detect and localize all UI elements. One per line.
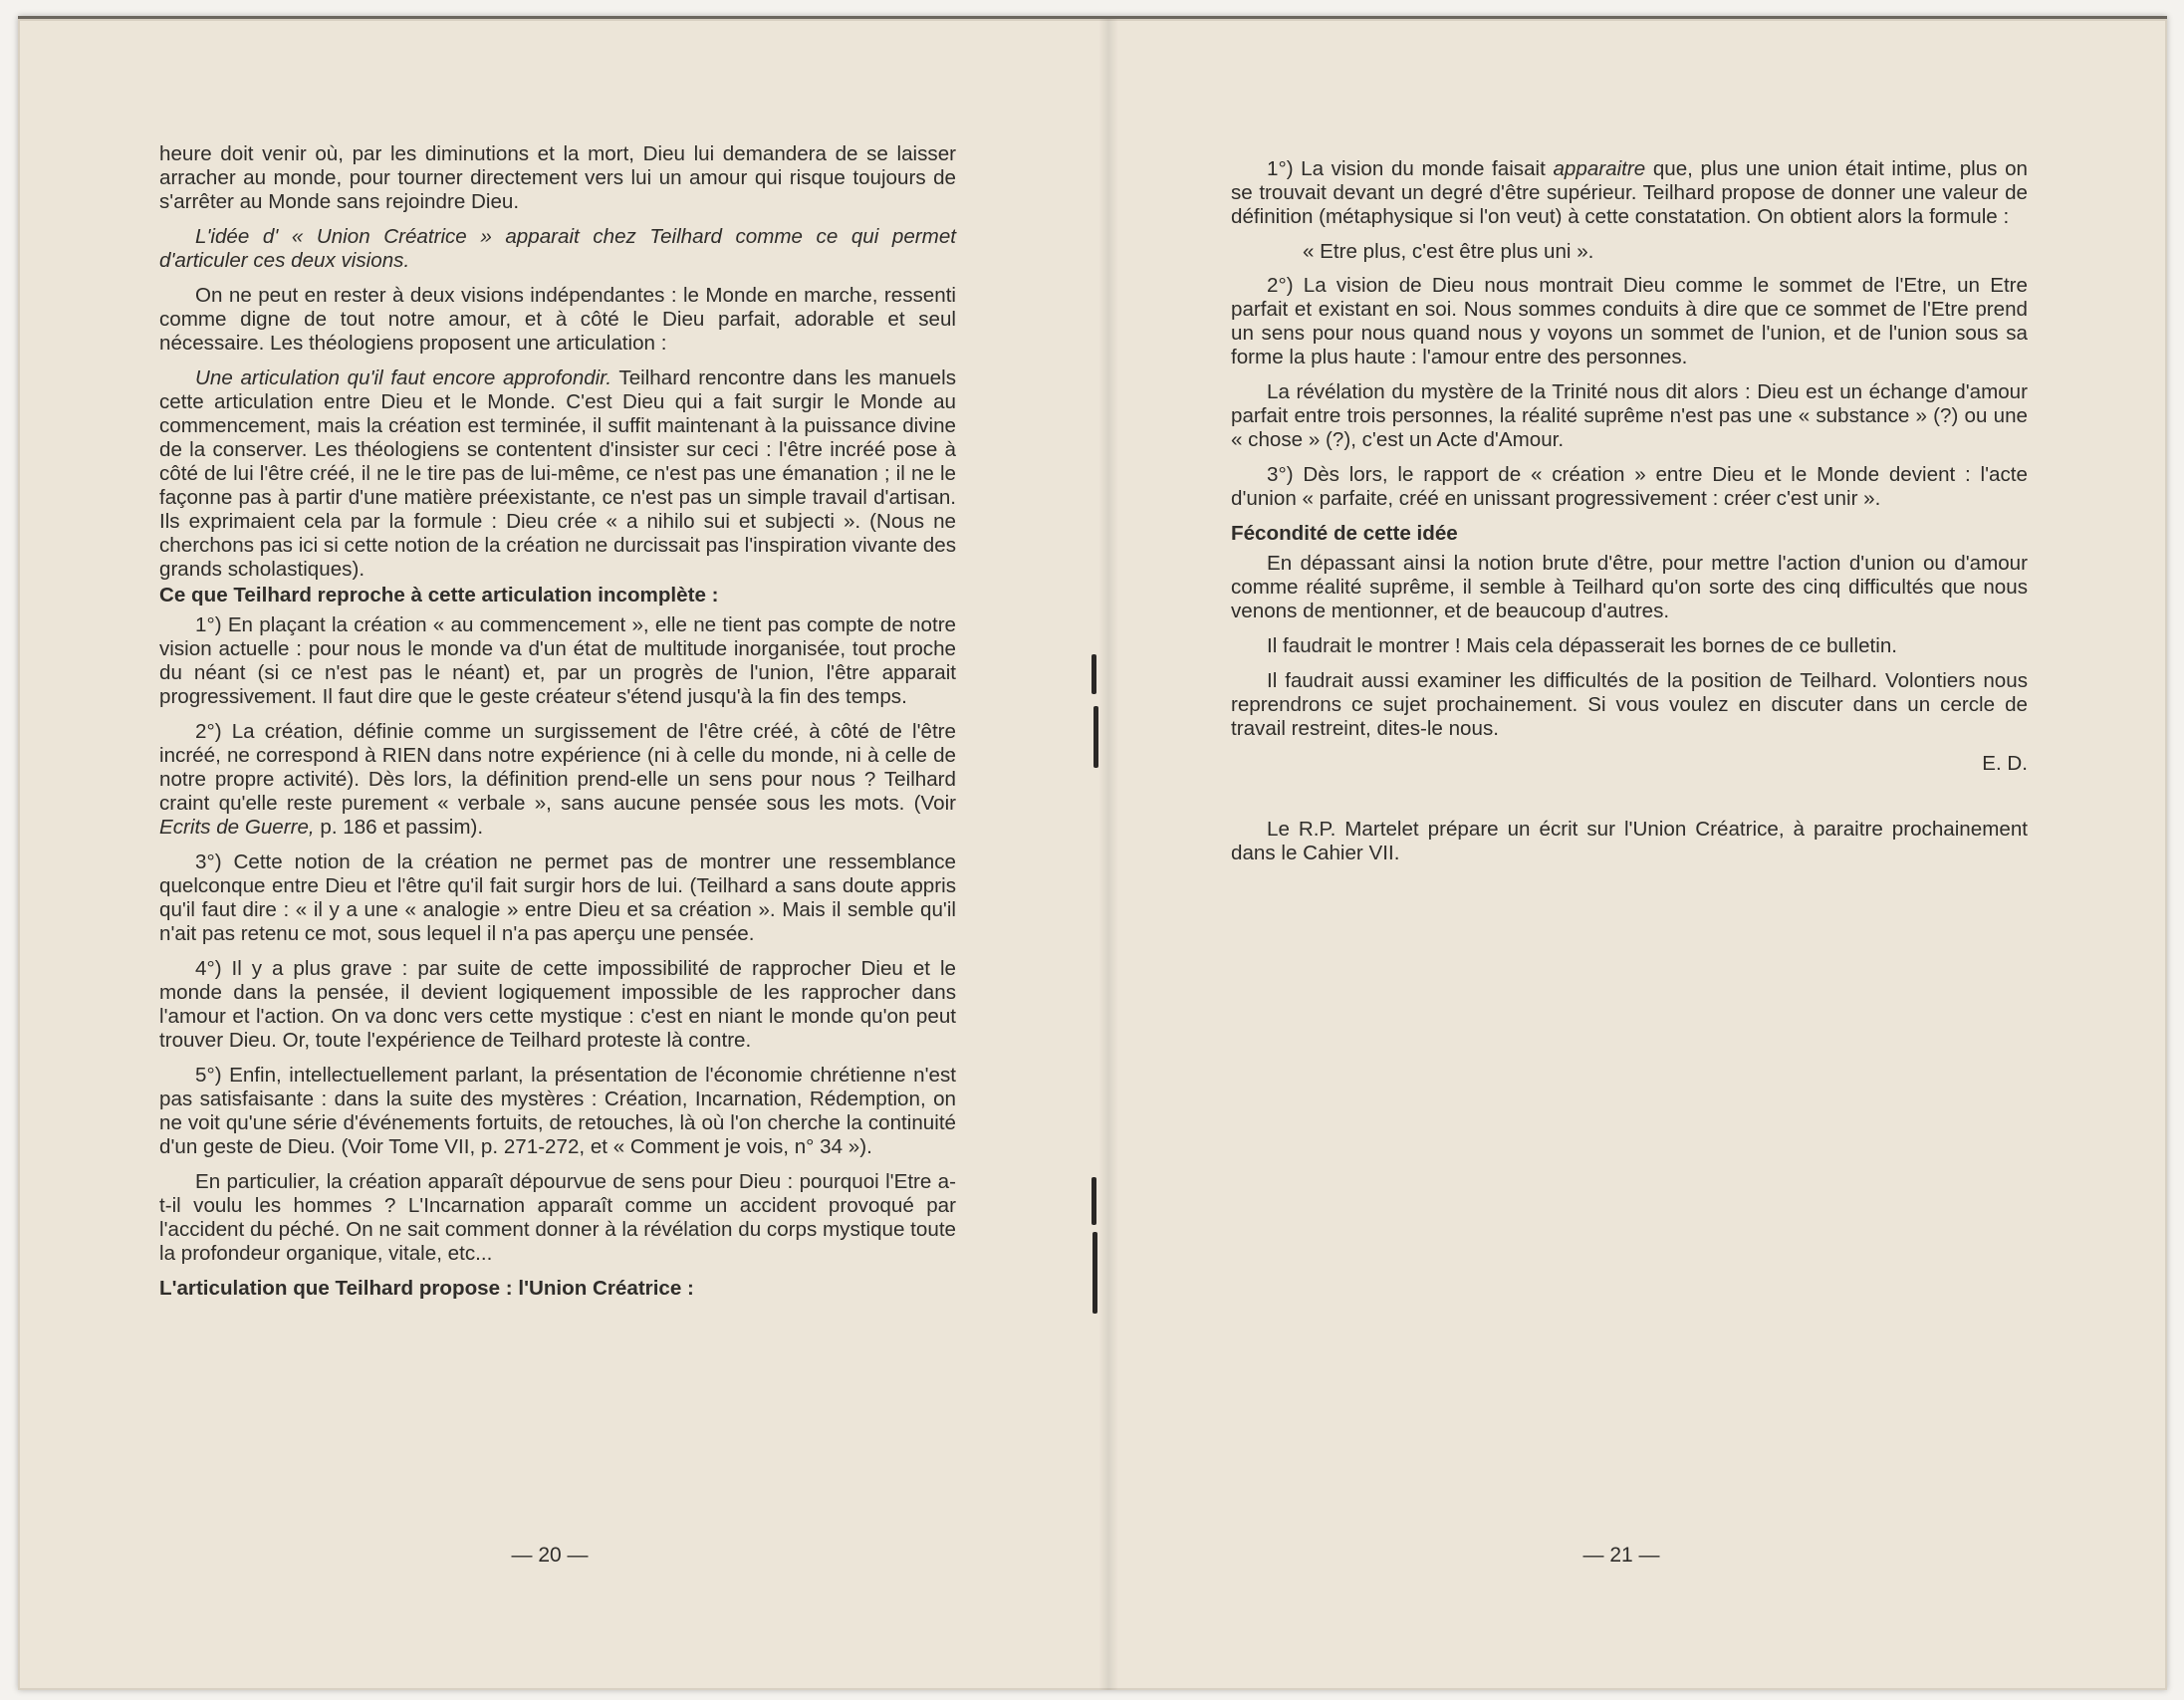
right-page-number: — 21 — <box>1582 1544 1660 1567</box>
left-point-2 <box>159 720 956 840</box>
right-point-3: 3°) Dès lors, le rapport de « création » entre Dieu et le Monde devient : l'acte d'union « parfaite, créé en unissant progressivement : créer c'est unir ». <box>1231 463 2028 510</box>
left-point-2-emphasis: Ecrits de Guerre, <box>159 816 315 839</box>
left-page <box>159 142 956 1307</box>
right-signature: E. D. <box>1982 752 2028 775</box>
right-paragraph-martelet: Le R.P. Martelet prépare un écrit sur l'Union Créatrice, à paraitre prochainement dans le Cahier VII. <box>1231 818 2028 864</box>
right-page <box>1231 157 2028 876</box>
right-heading-fecondite: Fécondité de cette idée <box>1231 522 1458 545</box>
left-point-2-text-a: 2°) La création, définie comme un surgissement de l'être créé, à côté de l'être incréé, ne correspond à RIEN dans notre expérience (ni à celle du monde, ni à celle de notre propre activité). Dès lors, la définition prend-elle un sens pour nous ? Teilhard craint qu'elle reste purement « verbale », sans aucune pensée sous les mots. (Voir <box>159 720 956 815</box>
right-point-2: 2°) La vision de Dieu nous montrait Dieu comme le sommet de l'Etre, un Etre parfait et existant en soi. Nous sommes conduits à dire que ce sommet de l'Etre prend un sens pour nous quand nous y voyons un sommet de l'union, et de l'union sous sa forme la plus haute : l'amour entre des personnes. <box>1231 274 2028 368</box>
right-paragraph-montrer: Il faudrait le montrer ! Mais cela dépasserait les bornes de ce bulletin. <box>1267 634 1898 657</box>
left-page-number: — 20 — <box>511 1544 589 1567</box>
right-paragraph-depassant: En dépassant ainsi la notion brute d'être, pour mettre l'action d'union ou d'amour comme réalité suprême, il semble à Teilhard qu'on sorte des cinq difficultés que nous venons de mentionner, et de beaucoup d'autres. <box>1231 552 2028 622</box>
left-paragraph-4-text: Teilhard rencontre dans les manuels cette articulation entre Dieu et le Monde. C'est Dieu qui a fait surgir le Monde au commencement, mais la création est terminée, il suffit maintenant à la puissance divine de la conserver. Les théologiens se contentent d'insister sur ceci : l'être incréé pose à côté de lui l'être créé, il ne le tire pas de lui-même, ce n'est pas une émanation ; il ne le façonne pas à partir d'une matière préexistante, ce n'est pas un simple travail d'artisan. Ils exprimaient cela par la formule : Dieu crée « a nihilo sui et subjecti ». (Nous ne cherchons pas ici si cette notion de la création ne durcissait pas l'inspiration vivante des grands scholastiques). <box>159 366 956 581</box>
center-fold <box>1098 19 1118 1690</box>
left-paragraph-1: heure doit venir où, par les diminutions et la mort, Dieu lui demandera de se laisser arracher au monde, pour tourner directement vers lui un amour qui risque toujours de s'arrêter au Monde sans rejoindre Dieu. <box>159 142 956 213</box>
staple-bottom-b <box>1092 1232 1097 1314</box>
staple-top-a <box>1092 654 1096 694</box>
left-point-5: 5°) Enfin, intellectuellement parlant, la présentation de l'économie chrétienne n'est pas satisfaisante : dans la suite des mystères : Création, Incarnation, Rédemption, on ne voit qu'une série d'événements fortuits, de retouches, là où l'on cherche la continuité d'un geste de Dieu. (Voir Tome VII, p. 271-272, et « Comment je vois, n° 34 »). <box>159 1064 956 1158</box>
right-paragraph-examiner: Il faudrait aussi examiner les difficultés de la position de Teilhard. Volontiers nous reprendrons ce sujet prochainement. Si vous voulez en discuter dans un cercle de travail restreint, dites-le nous. <box>1231 669 2028 740</box>
right-formula-quote: « Etre plus, c'est être plus uni ». <box>1303 240 1594 263</box>
left-paragraph-4 <box>159 366 956 582</box>
right-point-1-emphasis: apparaitre <box>1553 157 1646 180</box>
left-heading-critique: Ce que Teilhard reproche à cette articulation incomplète : <box>159 584 719 607</box>
staple-bottom-a <box>1092 1177 1096 1225</box>
staple-top-b <box>1093 706 1098 768</box>
right-point-1 <box>1231 157 2028 229</box>
right-point-1-text-a: 1°) La vision du monde faisait <box>1267 157 1554 180</box>
left-paragraph-particulier: En particulier, la création apparaît dépourvue de sens pour Dieu : pourquoi l'Etre a-t-il voulu les hommes ? L'Incarnation apparaît comme un accident provoqué par l'accident du péché. On ne sait comment donner à la révélation du corps mystique toute la profondeur organique, vitale, etc... <box>159 1170 956 1265</box>
left-paragraph-2-text: L'idée d' « Union Créatrice » apparait chez Teilhard comme ce qui permet d'articuler ces deux visions. <box>159 225 956 272</box>
right-point-1-text-b: que, plus une union était intime, plus on se trouvait devant un degré d'être supérieur. Teilhard propose de donner une valeur de définition (métaphysique si l'on veut) à cette constatation. On obtient alors la formule : <box>1231 157 2028 228</box>
left-point-4: 4°) Il y a plus grave : par suite de cette impossibilité de rapprocher Dieu et le monde dans la pensée, il devient logiquement impossible de les rapprocher dans l'amour et l'action. On va donc vers cette mystique : c'est en niant le monde qu'on peut trouver Dieu. Or, toute l'expérience de Teilhard proteste là contre. <box>159 957 956 1052</box>
left-point-3: 3°) Cette notion de la création ne permet pas de montrer une ressemblance quelconque entre Dieu et l'être qu'il fait surgir hors de lui. (Teilhard a sans doute appris qu'il faut dire : « il y a une « analogie » entre Dieu et sa création ». Mais il semble qu'il n'ait pas retenu ce mot, sous lequel il n'a pas aperçu une pensée. <box>159 850 956 945</box>
left-paragraph-4-emphasis: Une articulation qu'il faut encore approfondir. <box>195 366 612 389</box>
left-paragraph-2 <box>159 225 956 273</box>
left-paragraph-3: On ne peut en rester à deux visions indépendantes : le Monde en marche, ressenti comme digne de tout notre amour, et à côté le Dieu parfait, adorable et seul nécessaire. Les théologiens proposent une articulation : <box>159 284 956 355</box>
right-paragraph-trinite: La révélation du mystère de la Trinité nous dit alors : Dieu est un échange d'amour parfait entre trois personnes, la réalité suprême n'est pas une « substance » (?) ou une « chose » (?), c'est un Acte d'Amour. <box>1231 380 2028 451</box>
left-heading-proposal: L'articulation que Teilhard propose : l'Union Créatrice : <box>159 1277 694 1300</box>
left-point-1: 1°) En plaçant la création « au commencement », elle ne tient pas compte de notre vision actuelle : pour nous le monde va d'un état de multitude inorganisée, tout proche du néant (si ce n'est pas le néant) et, par un progrès de l'union, l'être apparait progressivement. Il faut dire que le geste créateur s'étend jusqu'à la fin des temps. <box>159 613 956 708</box>
left-point-2-text-b: p. 186 et passim). <box>314 816 484 839</box>
